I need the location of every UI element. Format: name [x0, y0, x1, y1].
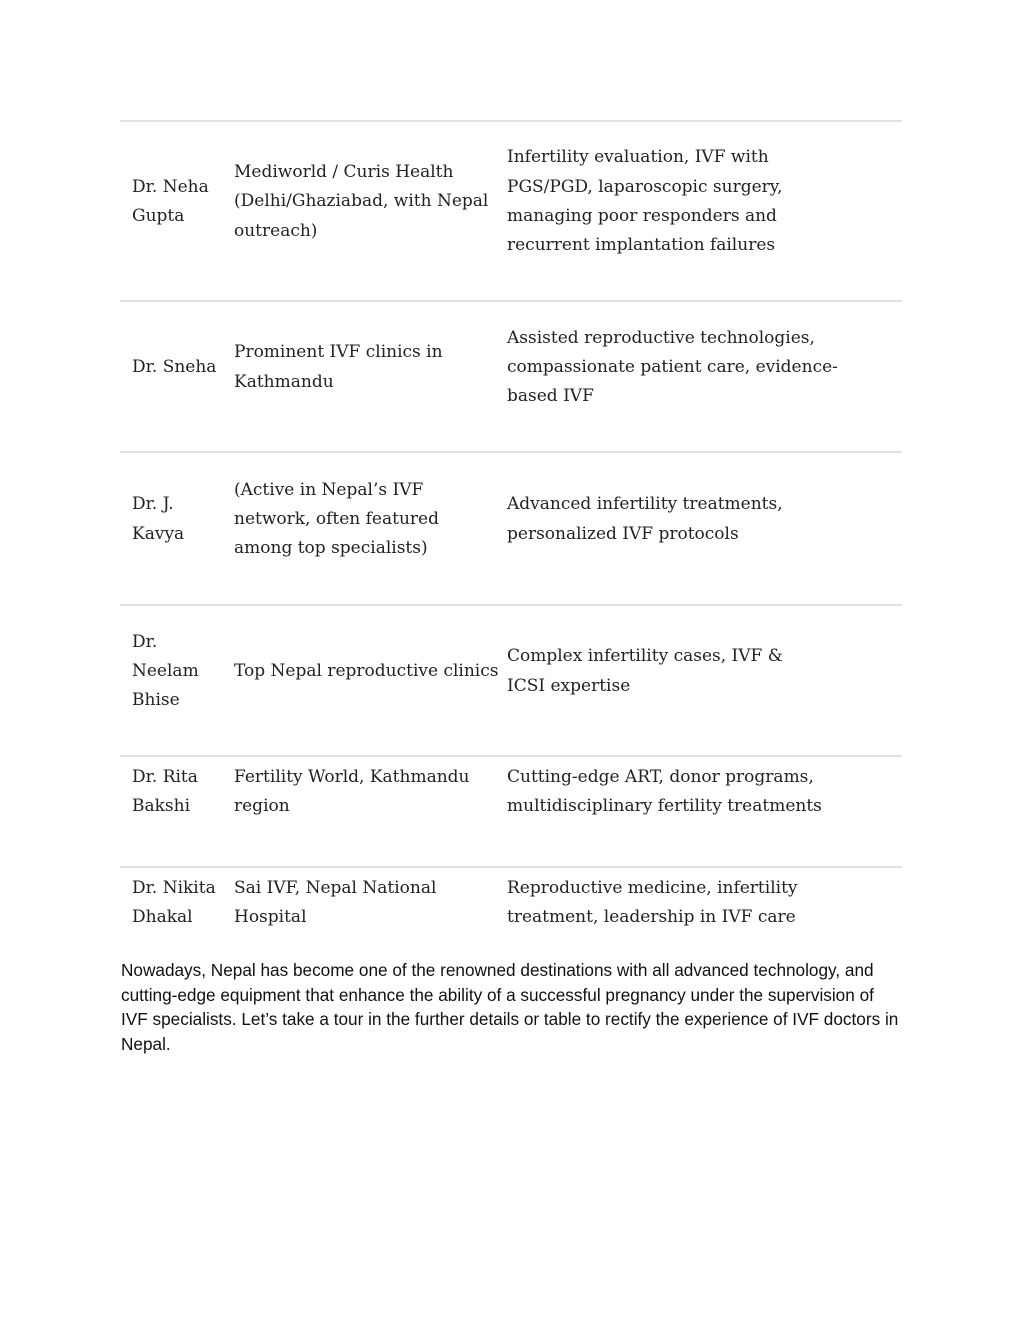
doctor-name-cell: [120, 301, 234, 452]
doctor-name: Dr. Neha Gupta: [132, 176, 209, 226]
table-row: [120, 867, 902, 954]
table-row: [120, 756, 902, 867]
specialty-cell: [507, 121, 902, 301]
clinic-location: Prominent IVF clinics in Kathmandu: [234, 342, 443, 392]
location-cell: [234, 121, 507, 301]
specialty: Cutting-edge ART, donor programs, multidisciplinary fertility treatments: [507, 767, 822, 817]
table-row: [120, 301, 902, 452]
doctor-name-cell: [120, 756, 234, 867]
doctor-name-cell: [120, 452, 234, 605]
table-row: [120, 121, 902, 301]
location-cell: [234, 452, 507, 605]
location-cell: [234, 301, 507, 452]
specialty-cell: [507, 452, 902, 605]
specialty: Complex infertility cases, IVF & ICSI expertise: [507, 646, 783, 696]
ivf-doctors-table: [120, 120, 902, 954]
location-cell: [234, 867, 507, 954]
clinic-location: Sai IVF, Nepal National Hospital: [234, 878, 437, 928]
clinic-location: (Active in Nepal’s IVF network, often featured among top specialists): [234, 479, 439, 559]
specialty-cell: [507, 756, 902, 867]
doctor-name: Dr. Sneha: [132, 356, 217, 377]
table-row: [120, 605, 902, 756]
doctor-name: Dr. J. Kavya: [132, 494, 185, 544]
doctor-name: Dr. Rita Bakshi: [132, 767, 198, 817]
doctor-name: Dr. Neelam Bhise: [132, 631, 199, 711]
specialty: Advanced infertility treatments, personalized IVF protocols: [507, 494, 783, 544]
specialty: Infertility evaluation, IVF with PGS/PGD, laparoscopic surgery, managing poor responders and recurrent implantation failures: [507, 147, 783, 256]
clinic-location: Fertility World, Kathmandu region: [234, 767, 470, 817]
doctor-name-cell: [120, 867, 234, 954]
location-cell: [234, 605, 507, 756]
specialty-cell: [507, 605, 902, 756]
intro-paragraph: Nowadays, Nepal has become one of the renowned destinations with all advanced technology, and cutting-edge equipment that enhance the ability of a successful pregnancy under the supervision of IVF specialists. Let’s take a tour in the further details or table to rectify the experience of IVF doctors in Nepal.: [121, 960, 899, 1054]
clinic-location: Top Nepal reproductive clinics: [234, 660, 499, 681]
specialty-cell: [507, 867, 902, 954]
clinic-location: Mediworld / Curis Health (Delhi/Ghaziabad, with Nepal outreach): [234, 162, 489, 241]
specialty: Reproductive medicine, infertility treatment, leadership in IVF care: [507, 878, 798, 928]
doctor-name-cell: [120, 605, 234, 756]
location-cell: [234, 756, 507, 867]
specialty: Assisted reproductive technologies, compassionate patient care, evidence-based IVF: [507, 327, 838, 407]
table-row: [120, 452, 902, 605]
specialty-cell: [507, 301, 902, 452]
doctor-name: Dr. Nikita Dhakal: [132, 878, 216, 928]
doctor-name-cell: [120, 121, 234, 301]
